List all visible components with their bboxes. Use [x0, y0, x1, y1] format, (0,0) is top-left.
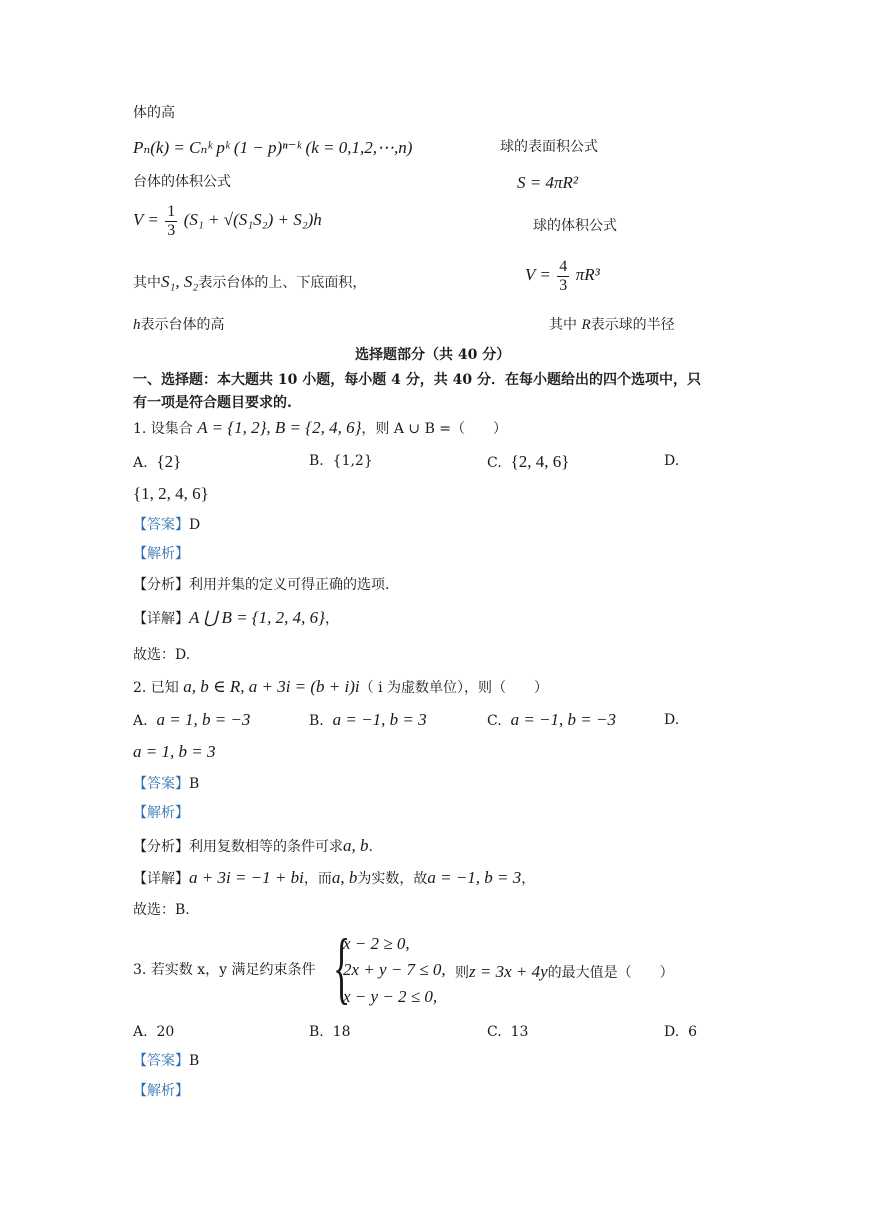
q2-stem-pre: 2. 已知 [133, 680, 179, 696]
q2-analysis-tag: 【解析】 [133, 805, 189, 821]
q3-post: 的最大值是（ ） [547, 965, 674, 981]
frustum-v: V = [133, 210, 159, 230]
q1-stem [133, 418, 507, 438]
q3-c-value: 13 [510, 1024, 529, 1040]
q3-constraint-3: x − y − 2 ≤ 0, [343, 987, 438, 1006]
q2-xiangjie-math2: a, b [331, 868, 358, 887]
q2-fenxi-text: 利用复数相等的条件可求 [189, 839, 343, 855]
q3-answer-value: B [189, 1053, 200, 1069]
q3-stem-pre: 3. 若实数 x，y 满足约束条件 [133, 962, 316, 978]
q1-fenxi [133, 577, 389, 594]
q1-option-c [487, 452, 569, 472]
q1-option-d-value: {1, 2, 4, 6} [133, 484, 209, 503]
h-text: 表示台体的高 [140, 317, 225, 333]
section-instructions-1: 一、选择题：本大题共 10 小题，每小题 4 分，共 40 分．在每小题给出的四个选项中，只 [133, 372, 701, 388]
q2-xiangjie-post: ， [521, 871, 536, 887]
frustum-frac-num: 1 [167, 203, 176, 220]
xiangjie-tag: 【详解】 [133, 611, 189, 627]
r-var: R [581, 317, 591, 333]
q2-answer-value: B [189, 776, 200, 792]
q2-xiangjie-math3: a = −1, b = 3 [427, 868, 522, 887]
frustum-volume-label: 台体的体积公式 [133, 174, 231, 190]
sphere-volume-formula [525, 258, 600, 294]
q2-stem-math: a, b ∈ R, a + 3i = (b + i)i [183, 677, 360, 696]
q1-choice: 故选：D. [133, 647, 191, 663]
r-note [549, 316, 675, 334]
q1-stem-pre: 1. 设集合 [133, 421, 193, 437]
sphere-vol-rest: πR³ [575, 265, 600, 285]
q3-option-c [487, 1024, 528, 1041]
q1-c-label: C. [487, 455, 502, 471]
q1-b-label: B. [309, 453, 324, 469]
q2-fenxi-post: . [368, 839, 373, 855]
q3-b-value: 18 [332, 1024, 351, 1040]
q1-option-d: D. [664, 453, 680, 469]
q1-answer [133, 517, 200, 534]
q1-stem-post: ，则 A ∪ B =（ ） [361, 421, 508, 437]
q2-stem-post: （ i 为虚数单位），则（ ） [359, 680, 549, 696]
q1-xiangjie-post: ， [324, 611, 339, 627]
fenxi-tag: 【分析】 [133, 839, 189, 855]
sphere-vol-v: V = [525, 265, 551, 285]
q1-c-value: {2, 4, 6} [510, 452, 570, 471]
q1-analysis-tag: 【解析】 [133, 546, 189, 562]
q3-option-b [309, 1024, 350, 1041]
q3-answer [133, 1053, 199, 1070]
q2-c-label: C. [487, 713, 502, 729]
q3-analysis-tag: 【解析】 [133, 1083, 189, 1099]
q3-c-label: C. [487, 1024, 502, 1040]
q3-d-label: D. [664, 1024, 680, 1040]
answer-tag: 【答案】 [133, 776, 189, 792]
q3-option-d [664, 1024, 697, 1041]
q3-d-value: 6 [688, 1024, 698, 1040]
sphere-area-label: 球的表面积公式 [500, 139, 598, 155]
q2-xiangjie-mid2: 为实数，故 [357, 871, 428, 887]
r-text: 表示球的半径 [590, 317, 675, 333]
s1s2-suffix: 表示台体的上、下底面积， [198, 275, 367, 291]
h-var: h [133, 317, 141, 333]
q2-option-d-value: a = 1, b = 3 [133, 742, 216, 761]
frustum-rest: (S₁ + √(S₁S₂) + S₂)h [183, 210, 322, 230]
s1s2-vars: S₁, S₂ [161, 272, 199, 291]
q2-answer [133, 776, 199, 793]
q1-xiangjie [133, 608, 339, 628]
s1s2-note [133, 272, 366, 292]
sphere-volume-label: 球的体积公式 [533, 218, 617, 234]
q2-b-value: a = −1, b = 3 [332, 710, 427, 729]
height-note: 体的高 [133, 105, 175, 121]
sphere-vol-num: 4 [559, 258, 568, 275]
q1-option-b [309, 453, 373, 470]
q2-c-value: a = −1, b = −3 [510, 710, 616, 729]
q1-fenxi-text: 利用并集的定义可得正确的选项. [189, 577, 390, 593]
section-title: 选择题部分（共 40 分） [355, 347, 511, 363]
q3-constraint-2: 2x + y − 7 ≤ 0, [343, 960, 446, 979]
q1-a-value: {2} [156, 452, 182, 471]
q2-xiangjie-mid: ，而 [303, 871, 332, 887]
fenxi-tag: 【分析】 [133, 577, 189, 593]
q2-fenxi [133, 836, 373, 856]
q1-a-label: A. [133, 455, 148, 471]
q3-b-label: B. [309, 1024, 324, 1040]
q2-xiangjie [133, 868, 535, 888]
xiangjie-tag: 【详解】 [133, 871, 189, 887]
frustum-volume-formula [133, 203, 322, 239]
q1-xiangjie-math: A ⋃ B = {1, 2, 4, 6} [189, 608, 325, 627]
q1-option-a [133, 452, 181, 472]
section-instructions-2: 有一项是符合题目要求的. [133, 395, 292, 411]
q1-stem-math: A = {1, 2}, B = {2, 4, 6} [197, 418, 362, 437]
q2-stem [133, 677, 548, 697]
answer-tag: 【答案】 [133, 1053, 189, 1069]
answer-tag: 【答案】 [133, 517, 189, 533]
h-note [133, 316, 225, 334]
s1s2-prefix: 其中 [133, 275, 161, 291]
q3-constraint-1: x − 2 ≥ 0, [343, 934, 410, 953]
q2-a-value: a = 1, b = −3 [156, 710, 251, 729]
q2-option-b [309, 710, 427, 730]
q2-option-d: D. [664, 712, 680, 728]
q2-option-c [487, 710, 616, 730]
q3-a-value: 20 [156, 1024, 175, 1040]
q3-z: z = 3x + 4y [469, 962, 548, 981]
q3-a-label: A. [133, 1024, 148, 1040]
binomial-formula: Pₙ(k) = Cₙᵏ pᵏ (1 − p)ⁿ⁻ᵏ (k = 0,1,2,⋯,n) [133, 138, 413, 157]
q1-answer-value: D [189, 517, 201, 533]
q3-option-a [133, 1024, 174, 1041]
q2-a-label: A. [133, 713, 148, 729]
q3-brace: { [333, 924, 351, 1012]
frustum-fraction [165, 203, 177, 239]
q2-choice: 故选：B. [133, 902, 190, 918]
q3-objective [455, 962, 674, 982]
frustum-frac-den: 3 [167, 221, 176, 239]
q2-fenxi-math: a, b [343, 836, 369, 855]
q2-b-label: B. [309, 713, 324, 729]
q3-mid: 则 [455, 965, 469, 981]
q2-xiangjie-math1: a + 3i = −1 + bi [189, 868, 304, 887]
q1-b-value: {1,2} [332, 453, 373, 469]
q2-option-a [133, 710, 250, 730]
r-prefix: 其中 [549, 317, 577, 333]
sphere-vol-fraction [557, 258, 569, 294]
sphere-area-formula: S = 4πR² [517, 173, 578, 192]
sphere-vol-den: 3 [559, 276, 568, 294]
